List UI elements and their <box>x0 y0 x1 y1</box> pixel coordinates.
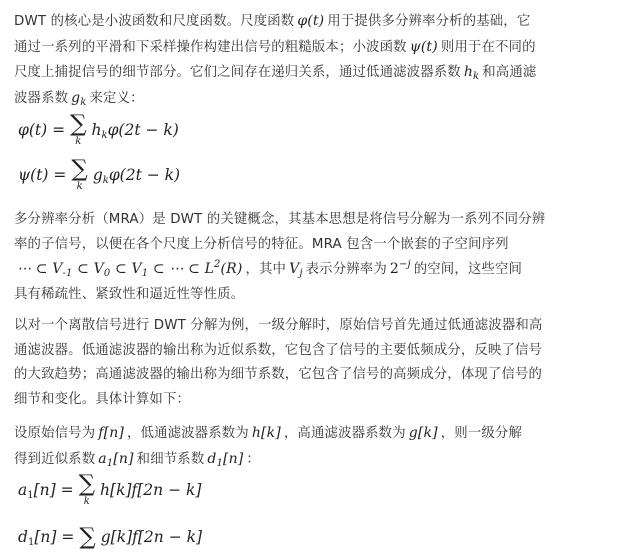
math-f-n: f[n] <box>98 425 124 441</box>
sum-icon: ∑ <box>79 524 96 550</box>
equation-scaling <box>18 110 179 150</box>
sum-icon: ∑ k <box>70 111 87 147</box>
paragraph-mra <box>14 208 632 307</box>
eq3-lhs: [n] = <box>33 481 74 499</box>
intro-line-3a: 尺度上捕捉信号的细节部分。它们之间存在递归关系，通过低通滤波器系数 <box>14 65 461 80</box>
setup-line-1c: ，高通滤波器系数为 <box>283 426 406 441</box>
paragraph-setup <box>14 421 632 472</box>
setup-line-1a: 设原始信号为 <box>14 426 96 441</box>
mra-line-1: 多分辨率分析（MRA）是 DWT 的关键概念，其基本思想是将信号分解为一系列不同分辨 <box>14 212 546 227</box>
mra-line-3b: 表示分辨率为 <box>305 262 387 277</box>
math-d1-n: $d_1[n]$ <box>207 450 244 469</box>
mra-line-2: 率的子信号，以便在各个尺度上分析信号的特征。MRA 包含一个嵌套的子空间序列 <box>14 236 509 252</box>
decomp-line-1: 以对一个离散信号进行 DWT 分解为例，一级分解时，原始信号首先通过低通滤波器和高 <box>14 318 543 333</box>
equation-detail <box>18 517 202 557</box>
setup-line-1b: ，低通滤波器系数为 <box>126 426 249 441</box>
paragraph-intro <box>14 9 632 111</box>
eq3-rhs: h[k]f[2n − k] <box>100 481 202 499</box>
eq1-lhs: φ(t) = <box>18 121 66 139</box>
eq4-d1: $d_1$ <box>18 528 35 548</box>
math-phi-t: φ(t) <box>297 13 325 29</box>
mra-line-3a: ，其中 <box>245 262 287 277</box>
math-h-k: $h_k$ <box>463 64 480 82</box>
decomp-line-2: 通滤波器。低通滤波器的输出称为近似系数，它包含了信号的主要低频成分，反映了信号 <box>14 342 543 358</box>
intro-line-1b: 用于提供多分辨率分析的基础，它 <box>327 14 531 29</box>
eq4-rhs: g[k]f[2n − k] <box>100 528 203 546</box>
math-a1-n: $a_1[n]$ <box>98 450 134 469</box>
sum-icon: ∑ k <box>71 156 88 192</box>
setup-line-1d: ，则一级分解 <box>440 426 522 441</box>
decomp-line-4: 细节和变化。具体计算如下： <box>14 391 191 407</box>
mra-line-3c: 的空间，这些空间 <box>413 262 523 277</box>
mra-line-4: 具有稀疏性、紧致性和逼近性等性质。 <box>14 286 245 302</box>
intro-line-4a: 波器系数 <box>14 90 69 106</box>
intro-line-2b: 则用于在不同的 <box>440 39 536 55</box>
math-h-bracket-k: h[k] <box>251 425 281 441</box>
math-g-bracket-k: g[k] <box>408 425 438 441</box>
intro-line-1a: DWT 的核心是小波函数和尺度函数。尺度函数 <box>14 14 295 29</box>
eq2-lhs: ψ(t) = <box>18 166 67 184</box>
eq1-rhs: φ(2t − k) <box>107 121 179 139</box>
setup-line-2c: ： <box>246 451 260 467</box>
sum-icon: ∑ k <box>78 471 96 507</box>
intro-line-3b: 和高通滤 <box>482 65 537 80</box>
eq1-h: $h_k$ <box>91 121 108 141</box>
eq4-lhs: [n] = <box>34 528 75 546</box>
setup-line-2b: 和细节系数 <box>136 451 205 467</box>
paragraph-decomposition <box>14 314 632 412</box>
eq3-a1: $a_1$ <box>18 481 34 501</box>
setup-line-2a: 得到近似系数 <box>14 451 96 467</box>
math-g-k: $g_k$ <box>71 89 87 108</box>
math-v-j: $V_j$ <box>289 261 303 279</box>
eq2-rhs: φ(2t − k) <box>108 166 181 184</box>
intro-line-4b: 来定义： <box>89 90 144 106</box>
equation-wavelet <box>18 155 180 195</box>
math-two-pow: $2^{-j}$ <box>389 259 411 277</box>
math-psi-t: ψ(t) <box>409 38 438 55</box>
eq2-g: $g_k$ <box>92 166 109 186</box>
math-subspace-chain: ⋯ ⊂ $V_{-1}$ ⊂ $V_0$ ⊂ $V_1$ ⊂ ⋯ ⊂ $L^2(R)$ <box>17 259 243 279</box>
intro-line-2a: 通过一系列的平滑和下采样操作构建出信号的粗糙版本；小波函数 <box>14 39 407 55</box>
equation-approximation <box>18 470 201 510</box>
decomp-line-3: 的大致趋势；高通滤波器的输出称为细节系数，它包含了信号的高频成分，体现了信号的 <box>14 367 543 382</box>
